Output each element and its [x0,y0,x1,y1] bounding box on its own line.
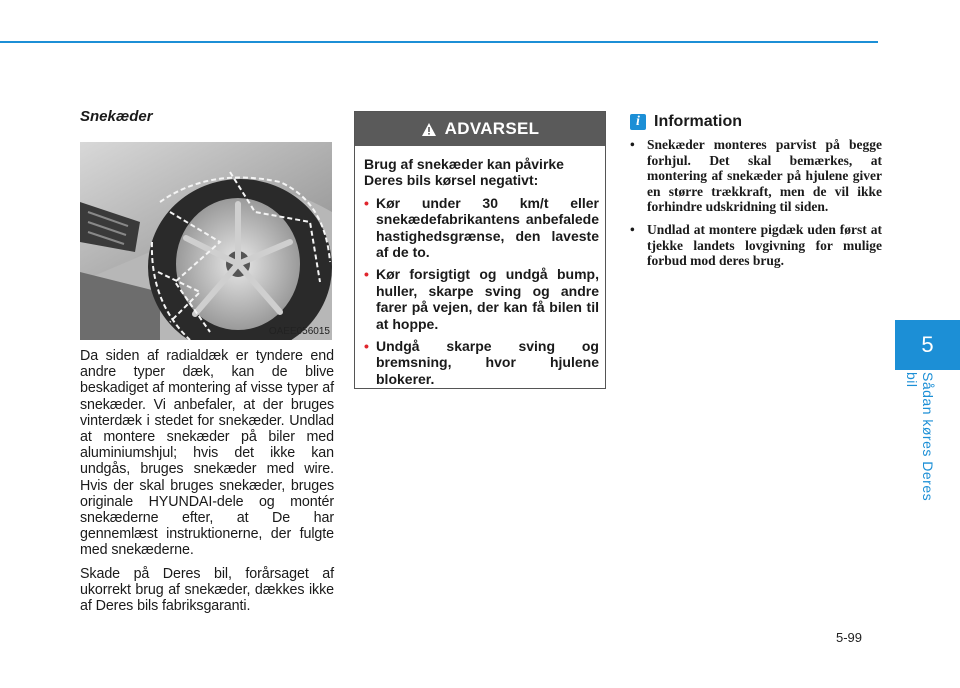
snow-chain-illustration [80,142,332,340]
page-number: 5-99 [836,630,863,645]
information-section [630,113,882,276]
tire-with-chain-image [80,142,332,340]
warning-header [355,112,605,146]
warning-list [364,195,599,387]
body-paragraph-1: Da siden af radialdæk er tyndere end andre typer dæk, kan de blive beskadiget af montering af visse typer af snekæder. Vi anbefaler, at der bruges vinterdæk i stedet for snekæder. Undlad at montere snekæder på biler med aluminiumshjul; hvis det ikke kan undgås, bruges snekæder med wire. Hvis der skal bruges snekæder, bruges originale HYUNDAI-dele og montér snekæderne efter, at De har gennemlæst instruktionerne, der fulgte med snekæderne. [80,348,334,559]
chapter-tab [895,320,960,370]
chapter-number: 5 [921,332,934,357]
information-item: • Snekæder monteres parvist på begge forhjul. Det skal bemærkes, at montering af snekæder på hjulene giver en større trækkraft, men de vil ikke forhindre udskridning til siden. [630,137,882,215]
warning-item: • Kør forsigtigt og undgå bump, huller, skarpe sving og andre farer på vejen, der kan få bilen til at hoppe. [364,266,599,332]
section-heading: Snekæder [80,108,153,125]
warning-intro: Brug af snekæder kan påvirke Deres bils kørsel negativt: [364,156,564,189]
warning-box [354,111,606,389]
warning-item: • Undgå skarpe sving og bremsning, hvor hjulene blokerer. [364,338,599,387]
information-list [630,137,882,269]
snow-chains-section [80,108,334,614]
chapter-title: Sådan køres Deres bil [904,372,936,502]
information-item: • Undlad at montere pigdæk uden først at tjekke landets lovgivning for mulige forbud mod deres brug. [630,222,882,269]
warning-body [355,146,605,387]
warning-triangle-icon [421,122,437,137]
info-icon: i [630,114,646,130]
warning-item: • Kør under 30 km/t eller snekædefabrikantens anbefalede hastighedsgrænse, den laveste af de to. [364,195,599,261]
warning-title: ADVARSEL [444,119,540,138]
header-rule [0,41,878,43]
information-title: Information [654,113,742,130]
figure-code: OAEE056015 [268,326,330,337]
body-paragraph-2: Skade på Deres bil, forårsaget af ukorrekt brug af snekæder, dækkes ikke af Deres bils fabriksgaranti. [80,565,334,615]
information-header [630,113,882,131]
